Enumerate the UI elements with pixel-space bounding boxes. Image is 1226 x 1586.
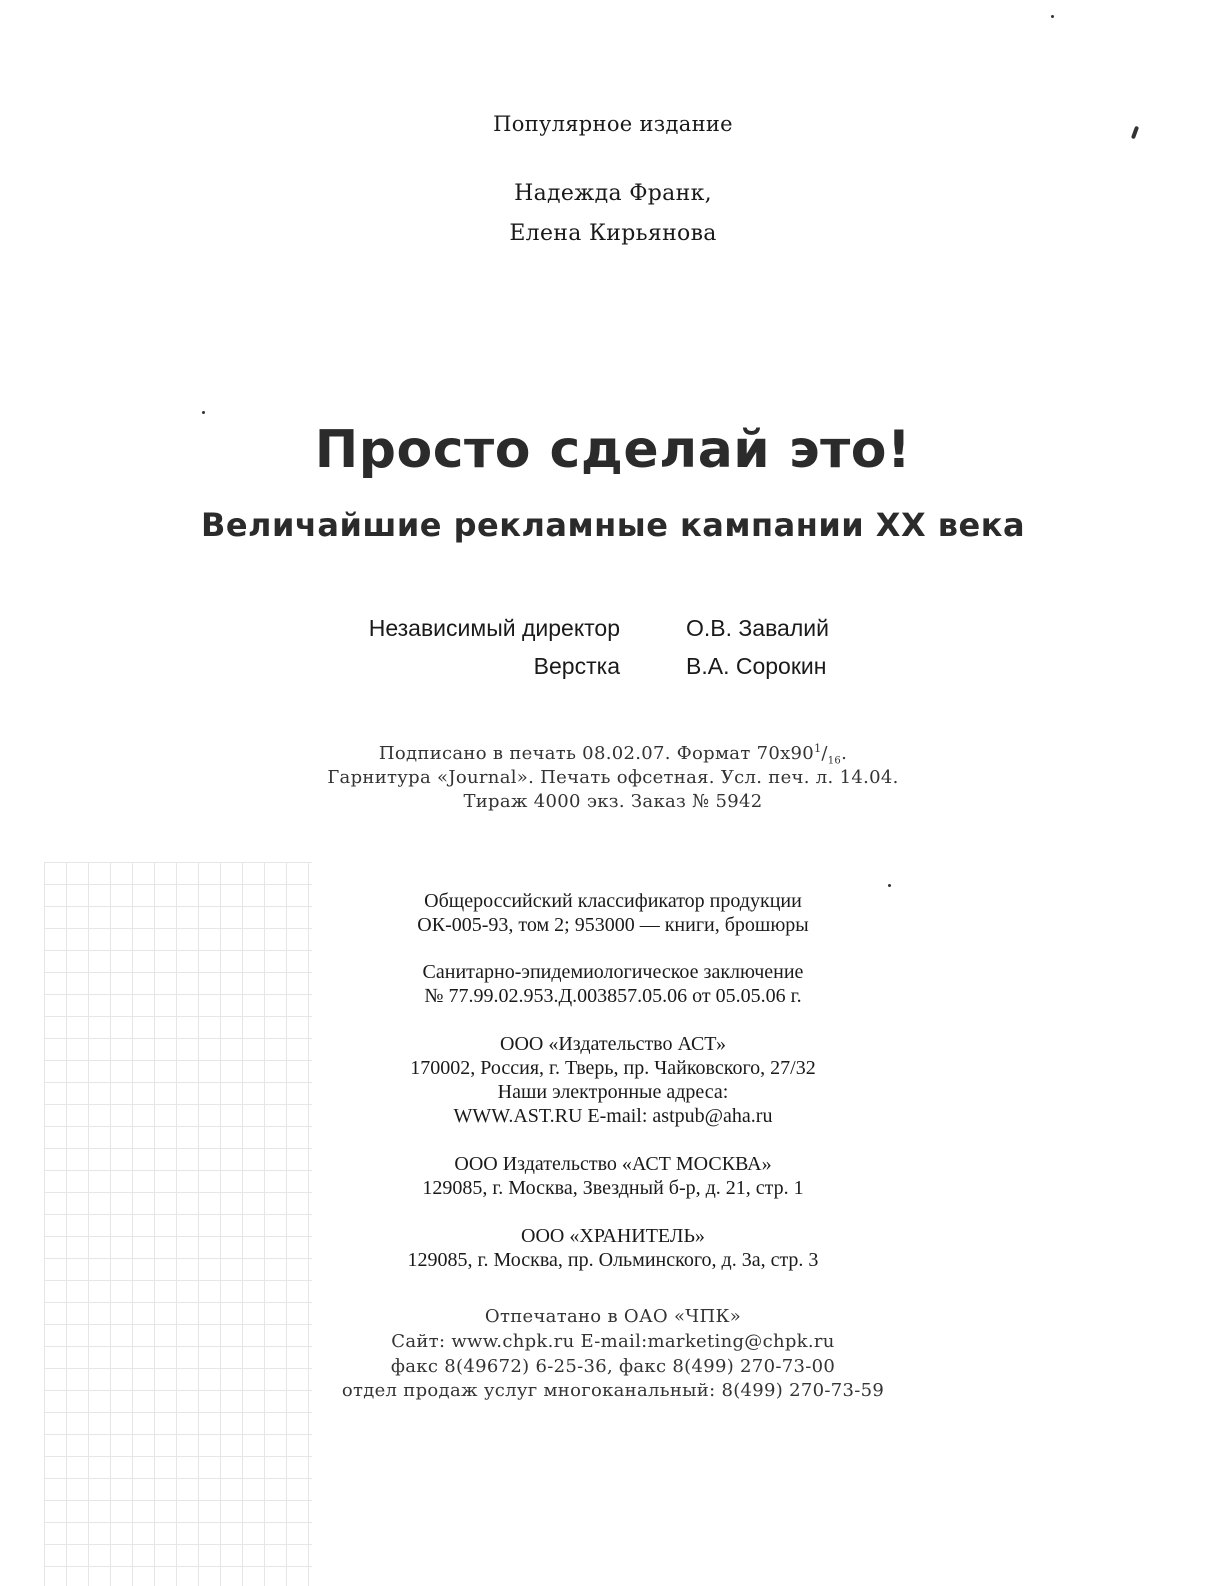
ink-speck: [202, 411, 205, 414]
book-subtitle: Величайшие рекламные кампании XX века: [200, 506, 1026, 544]
sanitary-line-2: № 77.99.02.953.Д.003857.05.06 от 05.05.06 г.: [424, 985, 802, 1007]
publisher-keeper-address: 129085, г. Москва, пр. Ольминского, д. 3а, стр. 3: [407, 1249, 819, 1271]
author-2: Елена Кирьянова: [509, 221, 717, 246]
publisher-ast-address: 170002, Россия, г. Тверь, пр. Чайковского, 27/32: [410, 1057, 816, 1079]
credit-role-layout: Верстка: [533, 653, 620, 679]
print-info-period: .: [841, 743, 848, 764]
printer-line-3: факс 8(49672) 6-25-36, факс 8(499) 270-73-00: [390, 1356, 836, 1377]
publisher-ast-web: WWW.AST.RU E-mail: astpub@aha.ru: [453, 1105, 773, 1127]
print-info-line-3: Тираж 4000 экз. Заказ № 5942: [463, 791, 763, 812]
author-1: Надежда Франк,: [514, 181, 712, 206]
format-fraction-denominator: 16: [827, 755, 842, 767]
publisher-ast-emails-label: Наши электронные адреса:: [497, 1081, 729, 1103]
classifier-line-2: ОК-005-93, том 2; 953000 — книги, брошюры: [417, 914, 809, 936]
book-title: Просто сделай это!: [314, 420, 912, 480]
print-info-text: Подписано в печать 08.02.07. Формат 70x90: [378, 743, 815, 764]
publisher-ast-name: ООО «Издательство АСТ»: [500, 1033, 726, 1055]
publisher-moscow-address: 129085, г. Москва, Звездный б-р, д. 21, стр. 1: [422, 1177, 804, 1199]
ink-speck: [1051, 15, 1054, 18]
ink-speck: [888, 884, 891, 887]
printer-line-2: Сайт: www.chpk.ru E-mail:marketing@chpk.ru: [391, 1331, 835, 1352]
print-info-line-2: Гарнитура «Journal». Печать офсетная. Усл. печ. л. 14.04.: [327, 767, 899, 788]
printer-line-4: отдел продаж услуг многоканальный: 8(499) 270-73-59: [341, 1380, 885, 1401]
format-fraction-numerator: 1: [814, 742, 822, 755]
printer-line-1: Отпечатано в ОАО «ЧПК»: [484, 1306, 742, 1327]
print-info-line-1: Подписано в печать 08.02.07. Формат $70x90^1/_{16}$.: [378, 742, 848, 767]
classifier-line-1: Общероссийский классификатор продукции: [424, 890, 802, 912]
sanitary-line-1: Санитарно-эпидемиологическое заключение: [422, 961, 804, 983]
credit-name-layout: В.А. Сорокин: [686, 653, 827, 679]
publisher-moscow-name: ООО Издательство «АСТ МОСКВА»: [454, 1153, 772, 1175]
credit-name-director: О.В. Завалий: [686, 615, 829, 641]
edition-label: Популярное издание: [493, 112, 733, 136]
credit-role-director: Независимый директор: [368, 615, 620, 641]
publisher-keeper-name: ООО «ХРАНИТЕЛЬ»: [521, 1225, 705, 1247]
